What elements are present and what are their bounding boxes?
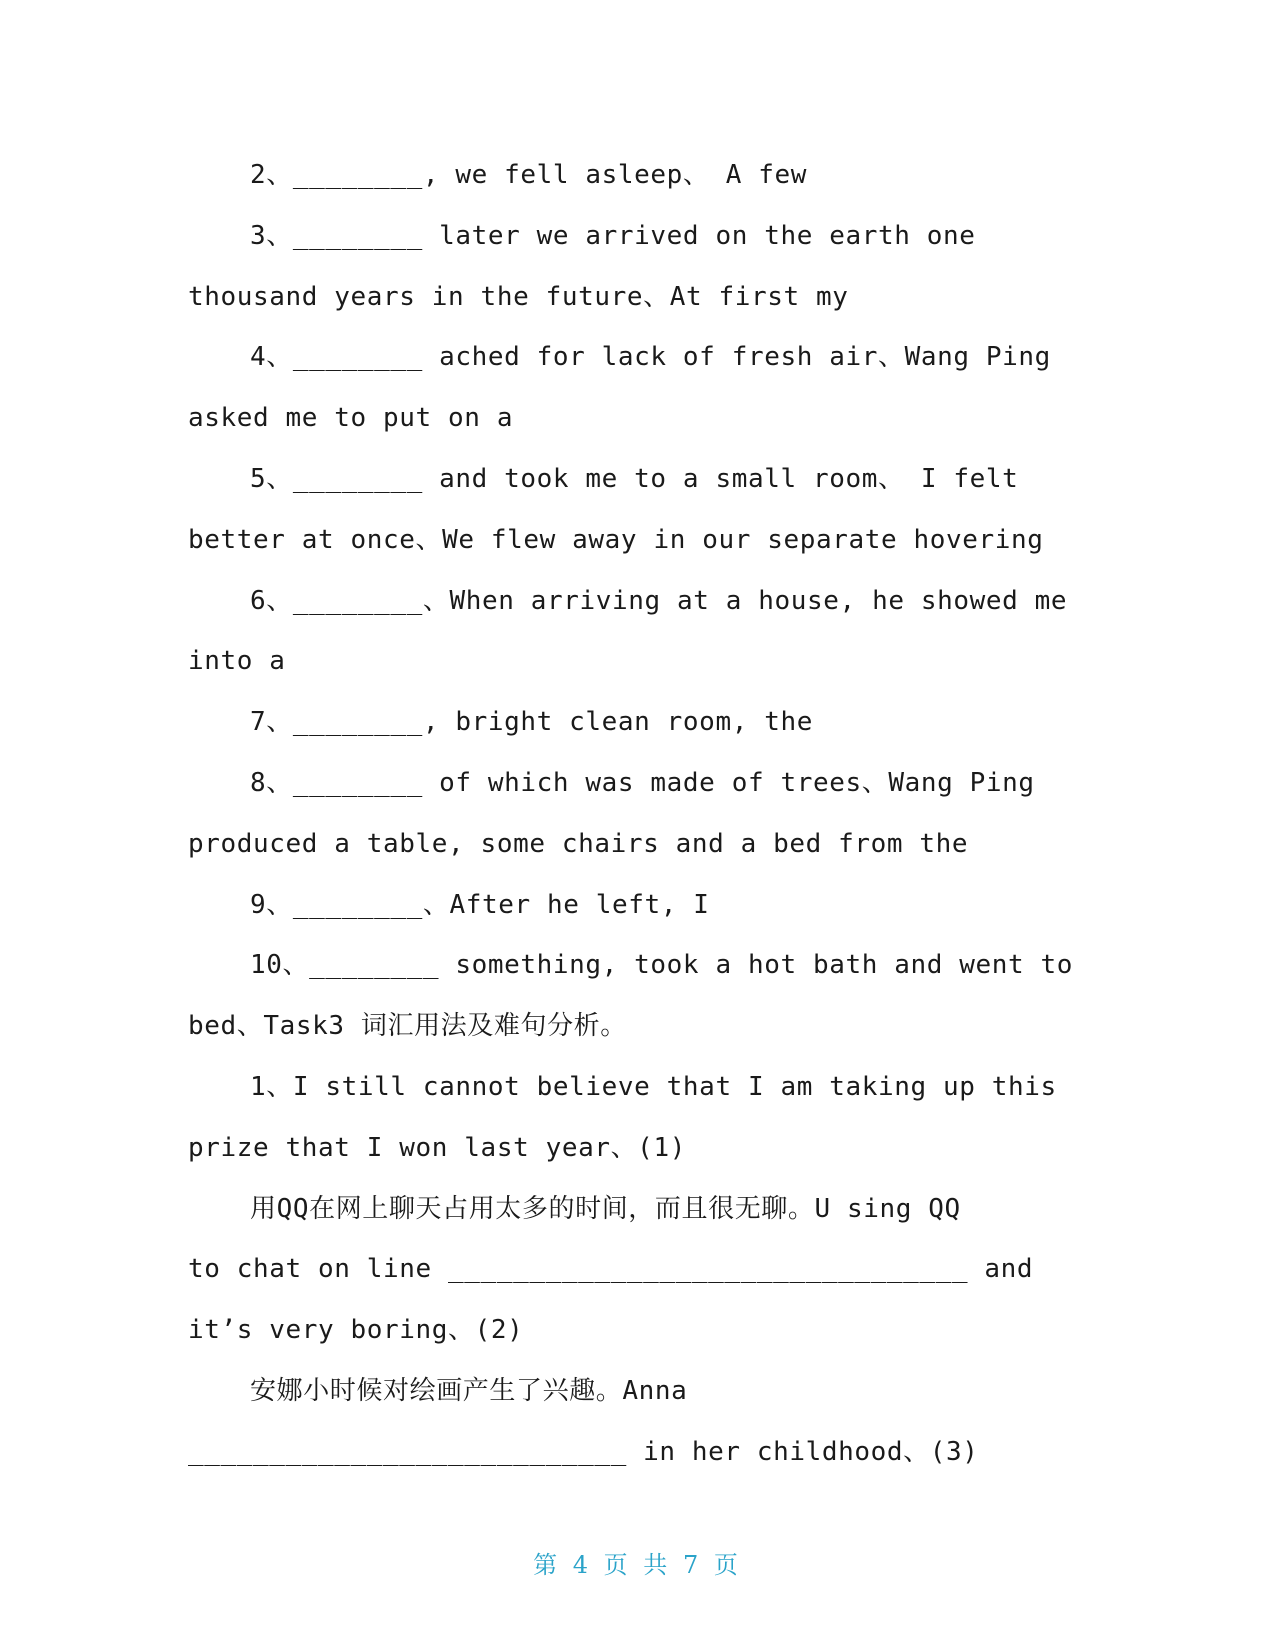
- text-line: thousand years in the future、At first my: [188, 281, 849, 312]
- text-line: 5、________ and took me to a small room、 I felt: [250, 463, 1019, 494]
- text-line: ___________________________ in her childhood、(3): [188, 1436, 979, 1467]
- text-line: prize that I won last year、(1): [188, 1132, 686, 1163]
- text-line: 1、I still cannot believe that I am taking up this: [250, 1071, 1057, 1102]
- text-line: 3、________ later we arrived on the earth one: [250, 220, 976, 251]
- document-body: [188, 145, 1074, 1483]
- text-line: 4、________ ached for lack of fresh air、Wang Ping: [250, 342, 1051, 373]
- text-line: 6、________、When arriving at a house, he showed me: [250, 585, 1068, 616]
- text-line: 安娜小时候对绘画产生了兴趣。Anna: [250, 1375, 688, 1406]
- text-line: better at once、We flew away in our separate hovering: [188, 524, 1044, 555]
- text-line: produced a table, some chairs and a bed from the: [188, 828, 969, 859]
- text-line: bed、Task3 词汇用法及难句分析。: [188, 1011, 627, 1042]
- text-line: 用QQ在网上聊天占用太多的时间，而且很无聊。U sing QQ: [250, 1193, 961, 1224]
- text-line: 2、________, we fell asleep、 A few: [250, 160, 808, 190]
- text-line: 8、________ of which was made of trees、Wang Ping: [250, 767, 1035, 798]
- text-line: asked me to put on a: [188, 403, 514, 434]
- page-number-footer: 第 4 页 共 7 页: [533, 1551, 742, 1579]
- text-line: to chat on line ________________________________ and: [188, 1254, 1034, 1285]
- text-line: 9、________、After he left, I: [250, 889, 710, 920]
- text-line: 7、________, bright clean room, the: [250, 707, 813, 738]
- text-line: 10、________ something, took a hot bath and went to: [250, 950, 1074, 981]
- text-line: it’s very boring、(2): [188, 1315, 524, 1346]
- text-line: into a: [188, 646, 286, 677]
